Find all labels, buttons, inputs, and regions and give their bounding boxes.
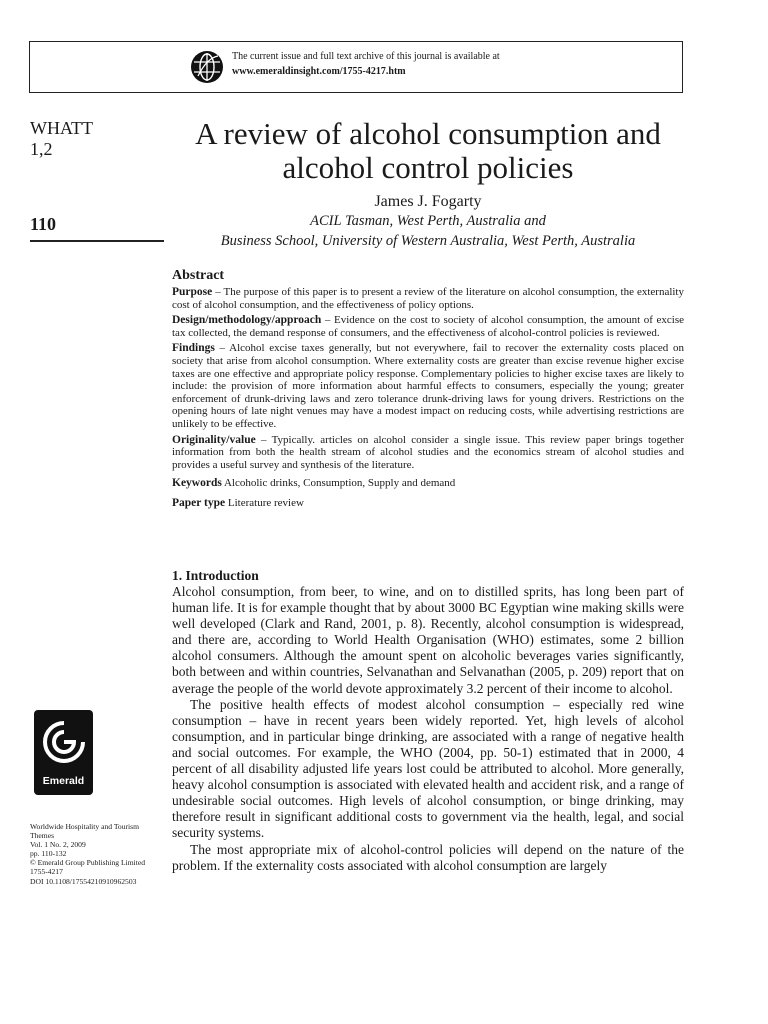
design-label: Design/methodology/approach: [172, 314, 322, 327]
findings-label: Findings: [172, 342, 215, 355]
meta-journal-name: Worldwide Hospitality and Tourism: [30, 822, 140, 831]
meta-pages: pp. 110-132: [30, 849, 67, 859]
journal-volume: 1,2: [30, 139, 53, 159]
abstract-keywords: [172, 477, 684, 490]
meta-issn: 1755-4217: [30, 867, 63, 877]
margin-rule: [30, 240, 164, 242]
design-text: – Evidence on the cost to society of alcohol consumption, the amount of excise tax collected, the demand response of consumers, and the effectiveness of alcohol-control policies is reviewed.: [172, 314, 684, 339]
paper-type-label: Paper type: [172, 496, 226, 509]
meta-copyright: © Emerald Group Publishing Limited: [30, 858, 146, 868]
page-number: 110: [30, 214, 57, 234]
keywords-label: Keywords: [172, 477, 222, 490]
emerald-logo: [34, 710, 93, 795]
abstract-purpose: [172, 286, 684, 311]
affiliation-line-1: ACIL Tasman, West Perth, Australia and: [310, 213, 546, 229]
journal-archive-banner: [29, 41, 683, 93]
intro-paragraph-1: Alcohol consumption, from beer, to wine, and on to distilled sprits, has long been part of human life. It is for example thought that by about 3000 BC Egyptian wine making skills were well developed (Clark and Rand, 2001, p. 8). Recently, alcohol consumption is widespread, and there are, according to World Health Organisation (WHO) estimates, some 2 billion alcohol consumers. Although the amount spent on alcoholic beverages varies significantly, both between and within countries, Selvanathan and Selvanathan (2005, p. 209) report that on average the people of the world devote approximately 3.2 percent of their income to alcohol.: [172, 584, 684, 696]
journal-abbreviation: WHATT: [30, 118, 93, 138]
abstract-originality: [172, 434, 684, 472]
originality-label: Originality/value: [172, 433, 256, 446]
findings-text: – Alcohol excise taxes generally, but not everywhere, fail to recover the externality costs placed on society that arise from alcohol consumption. Where externality costs are greater than excise revenue higher excise taxes are one effective and appropriate policy response. Complementary policies to higher excise taxes are likely to include: the provision of more information about harmful effects to consumers, especially the young; greater enforcement of drunk-driving laws and zero tolerance drunk-driving laws for young drivers. Restrictions on the opening hours of late night venues may have a modest impact on reducing costs, while advertising restrictions are unlikely to be effective.: [172, 342, 684, 430]
logo-text: Emerald: [42, 775, 85, 787]
abstract-design: [172, 314, 684, 339]
affiliation-line-2: Business School, University of Western Australia, West Perth, Australia: [220, 233, 636, 249]
purpose-text: – The purpose of this paper is to present a review of the literature on alcohol consumption, the externality cost of alcohol consumption, and the effectiveness of policy options.: [172, 286, 684, 311]
intro-paragraph-3: The most appropriate mix of alcohol-control policies will depend on the nature of the problem. If the externality costs associated with alcohol consumption are largely: [172, 841, 684, 873]
meta-volume: Vol. 1 No. 2, 2009: [30, 840, 86, 850]
journal-code: [30, 118, 93, 160]
publication-metadata: [30, 822, 170, 886]
abstract-paper-type: [172, 497, 684, 510]
originality-text: – Typically. articles on alcohol consider a single issue. This review paper brings together information from both the health stream of alcohol studies and the economics stream of alcohol studies and provides a useful survey and synthesis of the literature.: [172, 433, 684, 471]
paper-type-text: Literature review: [225, 496, 304, 509]
keywords-text: Alcoholic drinks, Consumption, Supply and demand: [221, 477, 456, 490]
introduction-section: [172, 568, 684, 874]
meta-journal-name-cont: Themes: [30, 831, 55, 841]
intro-paragraph-2: The positive health effects of modest alcohol consumption – especially red wine consumption – have in recent years been widely reported. Yet, high levels of alcohol consumption, and in particular binge drinking, are associated with a range of negative health and social outcomes. For example, the WHO (2004, pp. 50-1) estimated that in 2000, 4 percent of all disability adjusted life years lost could be attributed to alcohol. More generally, heavy alcohol consumption is associated with elevated health and accident risk, and a range of undesirable social outcomes. High levels of alcohol consumption, or binge drinking, may therefore result in significant additional costs to government via the health, legal, and social security systems.: [172, 696, 684, 841]
introduction-heading: 1. Introduction: [172, 568, 259, 583]
article-title: A review of alcohol consumption and alcohol control policies: [195, 116, 661, 185]
journal-url-link[interactable]: www.emeraldinsight.com/1755-4217.htm: [232, 66, 406, 77]
abstract-heading: Abstract: [172, 268, 225, 283]
purpose-label: Purpose: [172, 286, 213, 298]
meta-doi: DOI 10.1108/17554210910962503: [30, 876, 137, 886]
globe-icon: [190, 50, 224, 84]
abstract-findings: [172, 342, 684, 430]
banner-text: The current issue and full text archive of this journal is available at: [232, 51, 500, 62]
article-author: James J. Fogarty: [374, 193, 482, 210]
emerald-logo-icon: [42, 718, 86, 768]
abstract: [172, 268, 684, 513]
